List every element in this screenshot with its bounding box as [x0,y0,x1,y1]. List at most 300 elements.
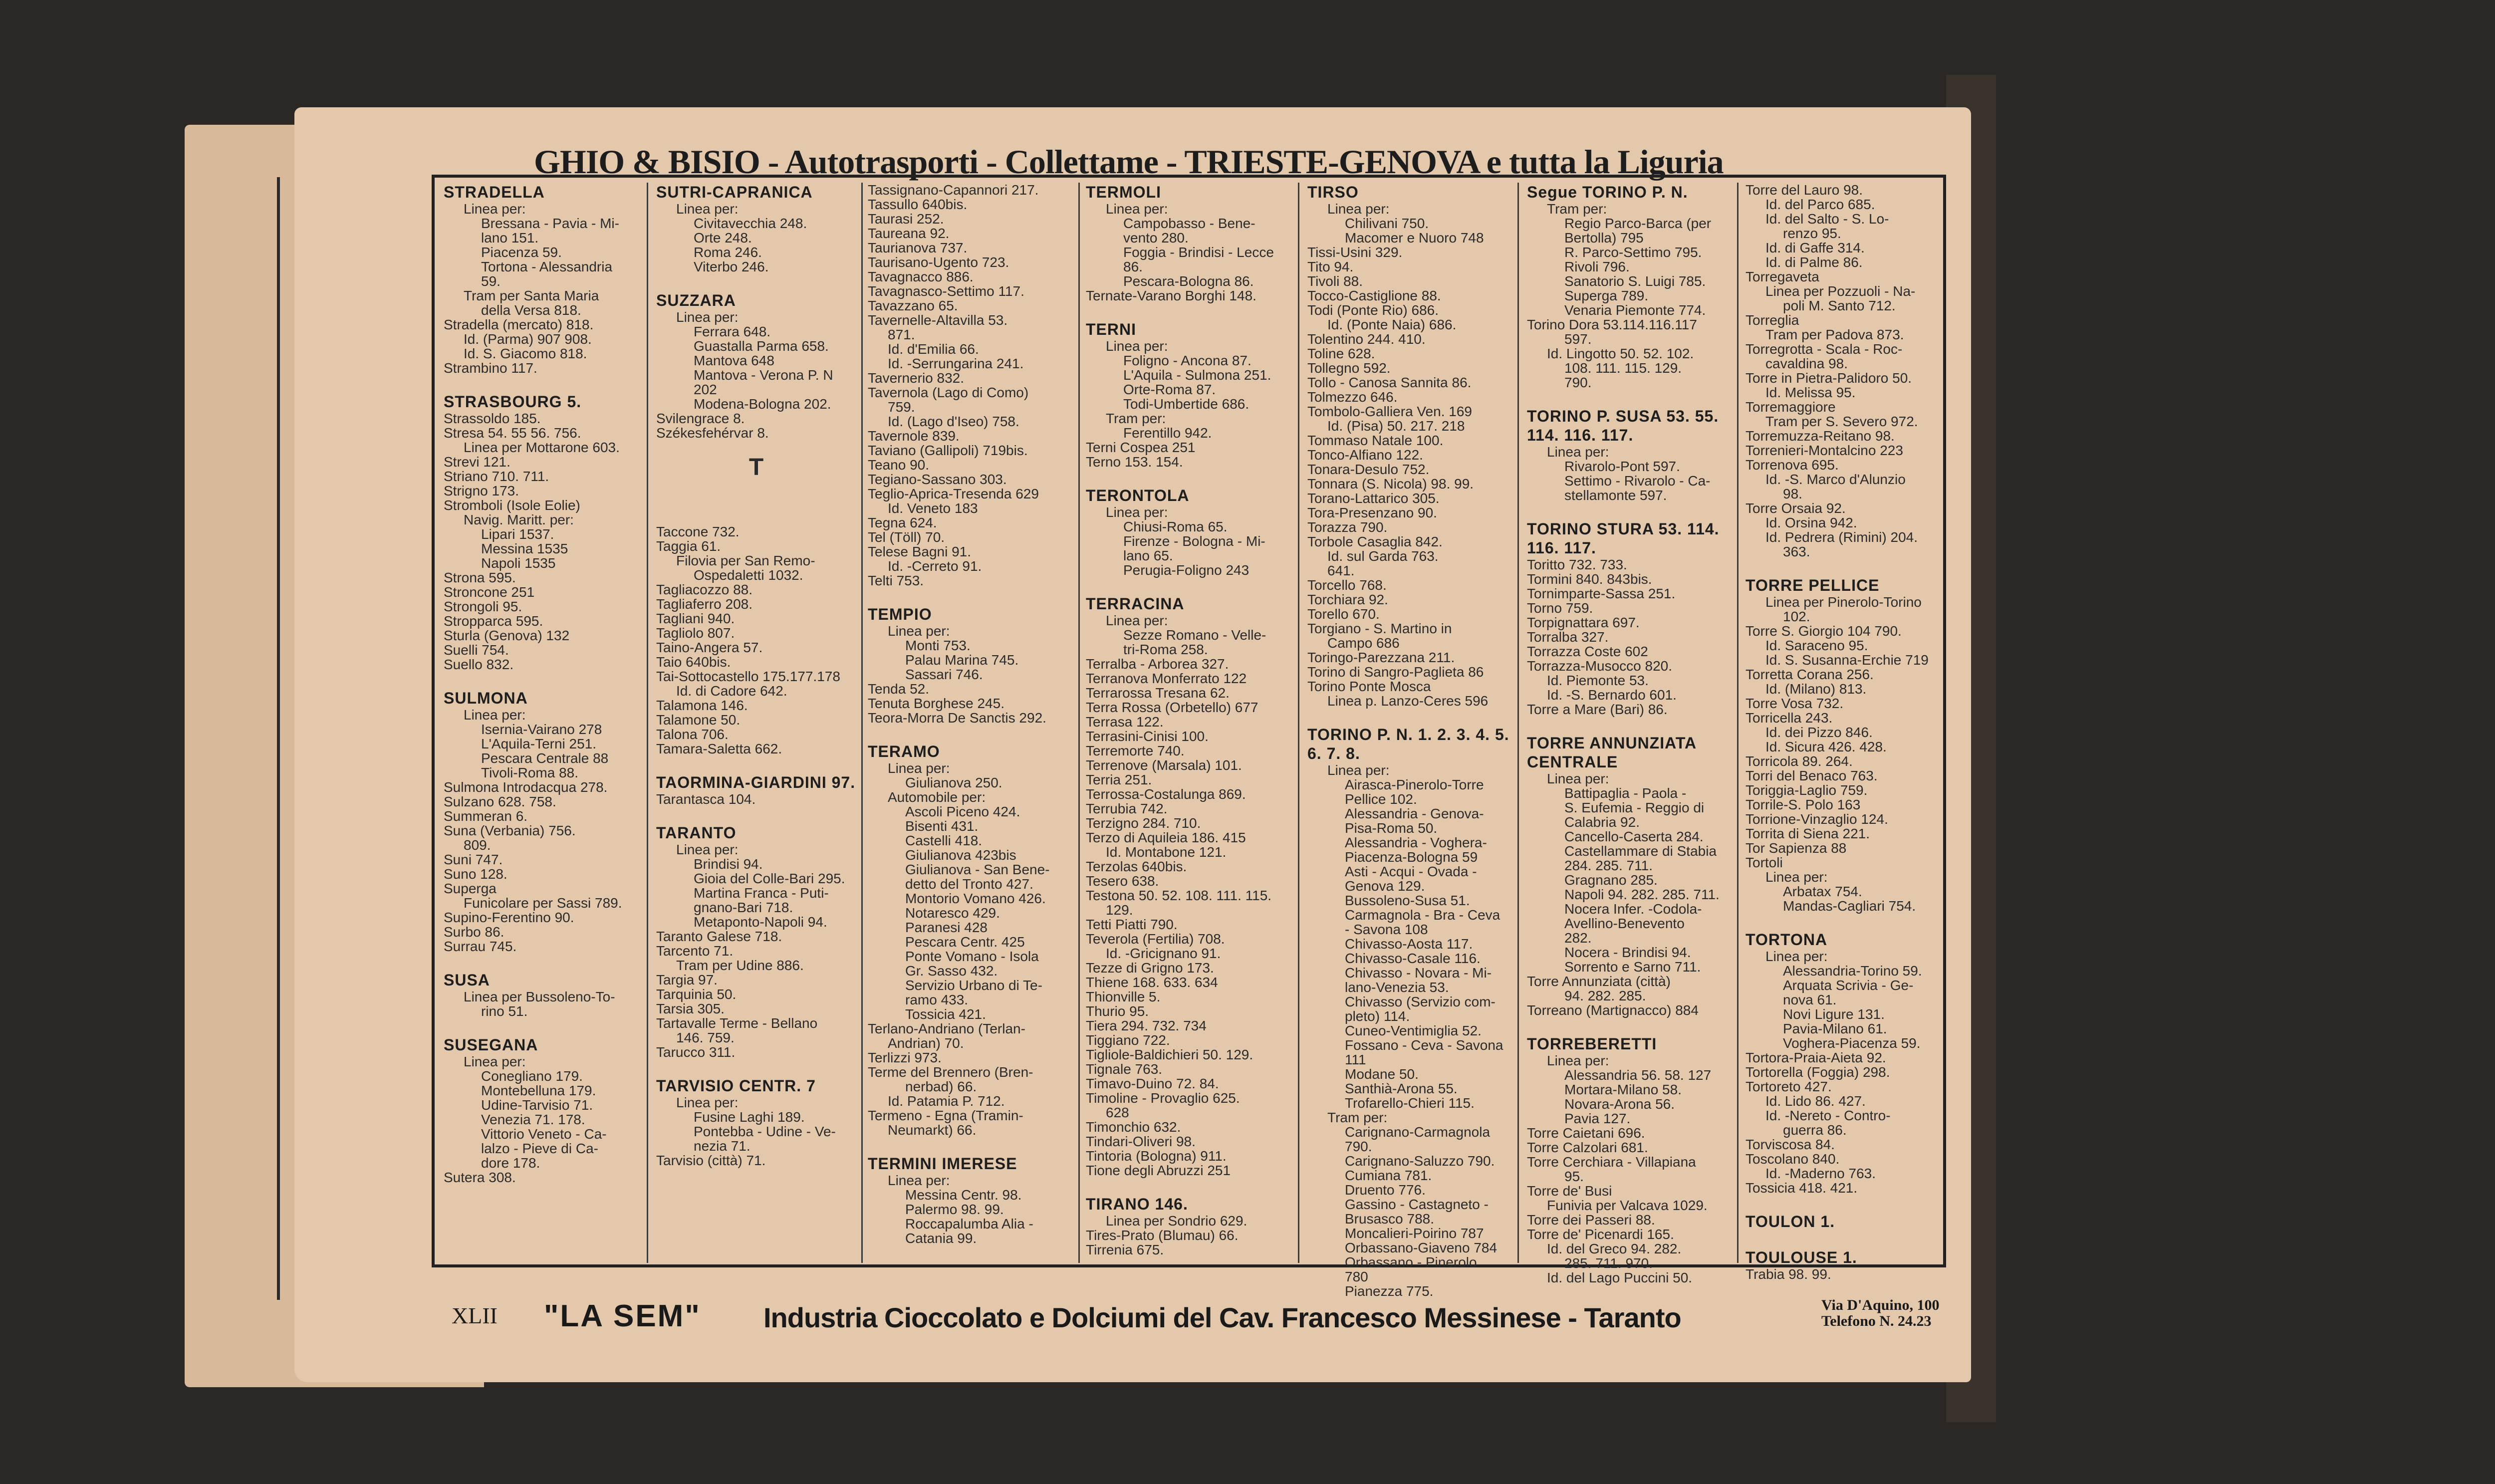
index-entry: Bussoleno-Susa 51. [1345,893,1470,908]
index-entry: Terme del Brennero (Bren- [868,1064,1033,1080]
index-entry: Tavernelle-Altavilla 53. [868,312,1008,328]
index-entry: Summeran 6. [444,808,528,824]
index-entry: Guastalla Parma 658. [694,338,829,354]
index-entry: Linea per: [1547,771,1609,786]
index-entry: Messina 1535 [481,541,568,556]
index-entry: Neumarkt) 66. [888,1122,977,1138]
index-entry: Genova 129. [1345,878,1425,894]
index-section [868,1154,1074,1245]
index-entry: Martina Franca - Puti- [694,885,829,901]
index-entry: Tione degli Abruzzi 251 [1086,1163,1231,1178]
index-entry: Tintoria (Bologna) 911. [1086,1148,1227,1164]
index-entry: 285. 711. 970. [1564,1255,1653,1271]
index-entry: Linea per: [464,201,526,217]
index-entry: Bressana - Pavia - Mi- [481,216,619,231]
section-heading: TEMPIO [868,605,932,623]
index-entry: Stroncone 251 [444,584,535,600]
index-entry: Toringo-Parezzana 211. [1307,650,1455,665]
index-entry: Linea p. Lanzo-Ceres 596 [1327,693,1489,709]
index-entry: Torre Calzolari 681. [1527,1140,1648,1155]
index-entry: Arbatax 754. [1783,884,1862,899]
index-entry: Torre in Pietra-Palidoro 50. [1746,370,1912,386]
section-heading: SUTRI-CAPRANICA [656,183,813,201]
index-entry: Sanatorio S. Luigi 785. [1564,273,1706,289]
index-entry: Cancello-Caserta 284. [1564,829,1704,844]
index-entry: guerra 86. [1783,1122,1847,1138]
index-entry: Linea per Bussoleno-To- [464,989,615,1004]
index-entry: Tram per Udine 886. [676,958,804,973]
index-section [1086,486,1293,577]
index-entry: Linea per: [1327,201,1390,217]
index-entry: Brindisi 94. [694,856,763,872]
index-entry: Regio Parco-Barca (per [1564,216,1712,231]
index-entry: Navig. Maritt. per: [464,512,574,527]
index-entry: Montorio Vomano 426. [905,891,1046,906]
index-entry: Tassignano-Capannori 217. [868,182,1039,198]
index-entry: Metaponto-Napoli 94. [694,914,827,930]
index-entry: Alessandria - Genova- [1345,806,1484,821]
index-entry: Terranova Monferrato 122 [1086,671,1247,686]
index-entry: Tonara-Desulo 752. [1307,462,1430,477]
index-entry: 102. [1783,609,1810,624]
index-entry: Sezze Romano - Velle- [1123,627,1266,643]
index-entry: Terralba - Arborea 327. [1086,656,1229,672]
index-section [444,392,640,672]
index-entry: Suello 832. [444,657,514,672]
section-heading: TARVISIO CENTR. 7 [656,1077,816,1095]
index-entry: Tiera 294. 732. 734 [1086,1018,1207,1033]
index-entry: Talamone 50. [656,712,741,728]
section-heading: SUSA [444,971,490,989]
index-entry: Terni Cospea 251 [1086,440,1196,455]
index-entry: Terlizzi 973. [868,1050,942,1065]
index-entry: Strigno 173. [444,483,519,498]
index-entry: Sassari 746. [905,667,983,682]
index-entry: 59. [481,273,500,289]
page-header-advert: GHIO & BISIO - Autotrasporti - Collettame - TRIESTE-GENOVA e tutta la Liguria [534,143,1724,181]
index-entry: Tavazzano 65. [868,298,958,313]
index-entry: 628 [1106,1105,1129,1120]
index-entry: Tortona - Alessandria [481,259,613,274]
index-entry: 86. [1123,259,1143,274]
index-entry: Torrita di Siena 221. [1746,826,1870,841]
index-entry: Id. (Pisa) 50. 217. 218 [1327,418,1465,434]
index-entry: Sulmona Introdacqua 278. [444,779,608,795]
index-entry: Teora-Morra De Sanctis 292. [868,710,1046,726]
index-entry: Ferentillo 942. [1123,425,1212,441]
index-entry: Tetti Piatti 790. [1086,917,1178,932]
footer-brand: "LA SEM" [544,1299,701,1333]
index-entry: Strongoli 95. [444,599,522,614]
index-entry: Id. -Maderno 763. [1765,1166,1876,1181]
index-section [1527,1034,1732,1285]
index-entry: Settimo - Rivarolo - Ca- [1564,473,1711,489]
index-entry: nova 61. [1783,992,1837,1007]
index-entry: Torrenieri-Montalcino 223 [1746,443,1903,458]
index-entry: lano 151. [481,230,539,246]
index-entry: Id. di Palme 86. [1765,254,1863,270]
index-entry: Voghera-Piacenza 59. [1783,1035,1921,1051]
index-entry: Id. sul Garda 763. [1327,548,1439,564]
index-entry: Mantova 648 [694,353,774,368]
index-entry: Torello 670. [1307,606,1380,622]
footer-advert-text: Industria Cioccolato e Dolciumi del Cav. Francesco Messinese - Taranto [763,1302,1681,1333]
index-entry: R. Parco-Settimo 795. [1564,245,1702,260]
index-entry: Torre S. Giorgio 104 790. [1746,623,1902,639]
index-entry: Terno 153. 154. [1086,454,1183,470]
index-entry: Tarcento 71. [656,943,734,959]
index-entry: Superga [444,881,497,896]
index-entry: Torino Ponte Mosca [1307,679,1431,694]
index-entry: Arquata Scrivia - Ge- [1783,978,1914,993]
index-entry: Tel (Töll) 70. [868,529,945,545]
index-entry: Timavo-Duino 72. 84. [1086,1076,1219,1091]
index-entry: Airasca-Pinerolo-Torre [1345,777,1484,792]
section-heading: TOULON 1. [1746,1213,1835,1231]
index-entry: Id. -Gricignano 91. [1106,946,1221,961]
index-entry: 129. [1106,902,1133,918]
index-entry: Id. Montabone 121. [1106,844,1227,860]
index-entry: Torre a Mare (Bari) 86. [1527,702,1668,717]
section-heading: TORRE PELLICE [1746,576,1880,594]
index-entry: Id. Veneto 183 [888,500,978,516]
index-entry: Tezze di Grigno 173. [1086,960,1214,976]
index-entry: Linea per: [1765,869,1828,885]
index-entry: 146. 759. [676,1030,735,1045]
index-entry: pleto) 114. [1345,1008,1410,1024]
index-entry: Paranesi 428 [905,920,988,935]
index-entry: Linea per: [1106,613,1168,628]
index-entry: Cuneo-Ventimiglia 52. [1345,1023,1482,1038]
index-entry: Torazza 790. [1307,519,1388,535]
index-entry: Tora-Presenzano 90. [1307,505,1437,520]
index-entry: Tossicia 418. 421. [1746,1180,1858,1196]
index-entry: Torri del Benaco 763. [1746,768,1878,783]
index-entry: Tavagnacco 886. [868,269,974,284]
index-entry: Tarucco 311. [656,1044,736,1060]
index-entry: 871. [888,327,915,342]
index-entry: Teverola (Fertilia) 708. [1086,931,1225,947]
index-entry: Taranto Galese 718. [656,929,782,944]
index-entry: Id. del Lago Puccini 50. [1547,1270,1693,1285]
index-entry: Id. Saraceno 95. [1765,638,1868,653]
index-entry: Id. -Cerreto 91. [888,558,982,574]
index-entry: Terrossa-Costalunga 869. [1086,786,1246,802]
index-entry: Novara-Arona 56. [1564,1096,1675,1112]
index-entry: Tolmezzo 646. [1307,389,1398,405]
index-entry: Venaria Piemonte 774. [1564,302,1706,318]
index-section [1527,734,1732,1017]
section-heading: TORREBERETTI [1527,1035,1657,1053]
section-heading: TERMOLI [1086,183,1161,201]
index-entry: Torcello 768. [1307,577,1387,593]
index-entry: Foggia - Brindisi - Lecce [1123,245,1274,260]
index-entry: stellamonte 597. [1564,488,1667,503]
page-number: XLII [452,1303,498,1328]
index-entry: Sulzano 628. 758. [444,794,556,809]
index-frame [432,175,1946,1299]
index-entry: Torre dei Passeri 88. [1527,1212,1655,1228]
index-entry: Id. (Ponte Naia) 686. [1327,317,1457,332]
index-entry: Terrarossa Tresana 62. [1086,685,1230,701]
index-entry: Telese Bagni 91. [868,544,972,559]
index-entry: Thurio 95. [1086,1003,1149,1019]
index-entry: Stromboli (Isole Eolie) [444,497,580,513]
index-entry: Timonchio 632. [1086,1119,1181,1135]
index-section [1746,576,1939,913]
index-entry: Terra Rossa (Orbetello) 677 [1086,700,1258,715]
index-entry: Udine-Tarvisio 71. [481,1097,593,1113]
index-entry: Id. Patamia P. 712. [888,1093,1005,1109]
index-section [656,183,856,274]
section-heading: Segue TORINO P. N. [1527,183,1688,201]
index-entry: Chilivani 750. [1345,216,1429,231]
index-entry: Rivoli 796. [1564,259,1630,274]
index-entry: Roccapalumba Alia - [905,1216,1033,1232]
index-entry: Sutera 308. [444,1170,516,1185]
index-entry: Tram per: [1106,411,1166,426]
index-entry: Tai-Sottocastello 175.177.178 [656,669,840,684]
index-entry: Id. -Nereto - Contro- [1765,1108,1891,1123]
index-entry: Tavagnasco-Settimo 117. [868,283,1024,299]
index-entry: rino 51. [481,1003,528,1019]
index-entry: Orte 248. [694,230,752,246]
index-entry: Torremuzza-Reitano 98. [1746,428,1895,444]
index-column-2 [647,183,861,1263]
index-entry: Pavia-Milano 61. [1783,1021,1887,1036]
index-entry: Giulianova - San Bene- [905,862,1050,877]
section-heading: TARANTO [656,824,737,842]
index-entry: Strassoldo 185. [444,411,541,426]
index-section [1086,1195,1293,1257]
index-entry: Tolentino 244. 410. [1307,331,1426,347]
index-entry: Torrenova 695. [1746,457,1839,473]
index-entry: Tegna 624. [868,515,937,530]
index-entry: Tagliacozzo 88. [656,582,753,597]
index-entry: Taggia 61. [656,538,721,554]
index-entry: Id. -S. Marco d'Alunzio [1765,472,1906,487]
index-entry: Linea per Mottarone 603. [464,440,620,455]
index-entry: Avellino-Benevento [1564,916,1685,931]
index-entry: della Versa 818. [481,302,581,318]
index-entry: Taccone 732. [656,524,740,539]
index-entry: Chivasso (Servizio com- [1345,994,1496,1009]
section-heading: TORINO STURA 53. 114. 116. 117. [1527,520,1720,557]
index-entry: Conegliano 179. [481,1068,583,1084]
index-entry: Taureana 92. [868,226,950,241]
index-entry: 759. [888,399,915,415]
index-column-5 [1298,183,1517,1299]
index-section [444,689,640,954]
index-entry: Todi-Umbertide 686. [1123,396,1249,412]
index-entry: Tivoli-Roma 88. [481,765,579,780]
index-entry: Alessandria 56. 58. 127 [1564,1067,1712,1083]
index-entry: Torpignattara 697. [1527,615,1640,630]
index-entry: Id. Piemonte 53. [1547,673,1649,688]
index-entry: Fossano - Ceva - Savona [1345,1037,1503,1053]
index-entry: Tindari-Oliveri 98. [1086,1134,1196,1149]
index-entry: Torrione-Vinzaglio 124. [1746,811,1888,827]
index-entry: Piacenza 59. [481,245,562,260]
index-entry: Tito 94. [1307,259,1354,274]
previous-page-rule [277,177,280,1300]
index-entry: Pescara-Bologna 86. [1123,273,1254,289]
index-section [1746,183,1939,559]
index-entry: Asti - Acqui - Ovada - [1345,864,1477,879]
index-entry: Montebelluna 179. [481,1083,596,1098]
index-entry: Id. Pedrera (Rimini) 204. [1765,529,1918,545]
index-entry: Pescara Centrale 88 [481,750,609,766]
index-entry: Gassino - Castagneto - [1345,1197,1489,1212]
index-entry: Id. -Serrungarina 241. [888,356,1024,371]
index-entry: Tortoli [1746,855,1783,870]
index-entry: Terria 251. [1086,772,1152,787]
index-entry: Palau Marina 745. [905,652,1019,668]
index-entry: Taviano (Gallipoli) 719bis. [868,443,1028,458]
index-entry: Torremaggiore [1746,399,1836,415]
index-section [656,773,856,806]
index-entry: Suno 128. [444,866,507,882]
index-entry: Linea per: [676,842,739,857]
index-entry: Sturla (Genova) 132 [444,628,570,643]
index-entry: Tram per Santa Maria [464,288,599,303]
section-heading: TERONTOLA [1086,487,1190,504]
index-entry: 108. 111. 115. 129. [1564,360,1682,376]
index-entry: Id. -S. Bernardo 601. [1547,687,1677,703]
index-section [444,971,640,1018]
index-section [656,291,856,440]
index-entry: Striano 710. 711. [444,469,549,484]
index-column-4 [1078,183,1298,1263]
index-entry: Id. (Parma) 907 908. [464,331,592,347]
index-entry: Linea per: [888,623,950,639]
index-entry: Suna (Verbania) 756. [444,823,576,838]
index-section [1746,1212,1939,1231]
index-entry: Sorrento e Sarno 711. [1564,959,1701,975]
index-entry: Battipaglia - Paola - [1564,785,1687,801]
index-entry: Torano-Lattarico 305. [1307,491,1440,506]
index-entry: Tegiano-Sassano 303. [868,472,1007,487]
index-entry: Timoline - Provaglio 625. [1086,1090,1240,1106]
index-entry: Id. (Milano) 813. [1765,681,1867,697]
index-entry: Id. S. Giacomo 818. [464,346,587,361]
index-entry: Linea per: [1547,1053,1609,1068]
index-entry: Ternate-Varano Borghi 148. [1086,288,1256,303]
index-column-6 [1517,183,1737,1285]
index-entry: Tissi-Usini 329. [1307,245,1403,260]
index-entry: Pontebba - Udine - Ve- [694,1124,836,1139]
index-entry: Lipari 1537. [481,526,554,542]
section-heading: SULMONA [444,689,528,707]
index-entry: Linea per: [1106,338,1168,354]
index-entry: Torre Vosa 732. [1746,696,1844,711]
index-entry: Torre de' Busi [1527,1183,1612,1199]
index-section [1527,183,1732,390]
index-entry: Castellammare di Stabia [1564,843,1717,859]
section-heading: TERAMO [868,742,940,760]
index-entry: Torre Cerchiara - Villapiana [1527,1154,1696,1170]
index-entry: Svilengrace 8. [656,411,745,426]
index-entry: Id. dei Pizzo 846. [1765,725,1873,740]
index-entry: 95. [1564,1169,1584,1184]
index-entry: Id. di Cadore 642. [676,683,787,699]
index-entry: Funivia per Valcava 1029. [1547,1198,1708,1213]
index-entry: 94. 282. 285. [1564,988,1646,1003]
index-entry: Strevi 121. [444,454,510,470]
index-entry: Automobile per: [888,789,986,805]
index-entry: Terrasini-Cinisi 100. [1086,729,1209,744]
index-entry: Strambino 117. [444,360,537,376]
index-entry: Carignano-Carmagnola [1345,1124,1491,1140]
index-entry: Chivasso-Casale 116. [1345,951,1481,966]
index-entry: Castelli 418. [905,833,983,848]
index-entry: Gragnano 285. [1564,872,1658,888]
section-heading: TORTONA [1746,931,1828,949]
index-entry: Linea per: [888,760,950,776]
index-entry: Terzolas 640bis. [1086,859,1187,874]
index-column-1 [435,183,647,1263]
index-entry: Surbo 86. [444,924,504,940]
index-entry: Id. del Greco 94. 282. [1547,1241,1682,1256]
index-entry: Torviscosa 84. [1746,1137,1835,1152]
index-entry: Toriggia-Laglio 759. [1746,782,1868,798]
index-entry: Mantova - Verona P. N [694,367,833,383]
index-entry: Tortorella (Foggia) 298. [1746,1064,1890,1080]
index-entry: Torrazza Coste 602 [1527,644,1648,659]
index-entry: Torregrotta - Scala - Roc- [1746,341,1903,357]
section-heading: TORRE ANNUNZIATA CENTRALE [1527,734,1696,771]
index-entry: Tamara-Saletta 662. [656,741,782,756]
index-entry: Linea per: [676,309,739,325]
index-entry: Supino-Ferentino 90. [444,910,574,925]
index-entry: Id. del Salto - S. Lo- [1765,211,1889,227]
footer-address-street: Via D'Aquino, 100 [1821,1297,1940,1313]
index-entry: detto del Tronto 427. [905,876,1033,892]
index-entry: Linea per Pinerolo-Torino [1765,594,1922,610]
index-section [1307,183,1512,708]
index-entry: Moncalieri-Poirino 787 [1345,1226,1484,1241]
index-entry: Mortara-Milano 58. [1564,1082,1682,1097]
section-heading: SUSEGANA [444,1036,538,1054]
index-entry: cavaldina 98. [1765,356,1848,371]
index-entry: Teglio-Aprica-Tresenda 629 [868,486,1039,501]
index-entry: - Savona 108 [1345,922,1428,937]
index-entry: Tor Sapienza 88 [1746,840,1847,856]
index-entry: Torralba 327. [1527,629,1609,645]
index-entry: Termeno - Egna (Tramin- [868,1108,1023,1123]
index-entry: Terrasa 122. [1086,714,1164,730]
section-heading: TERMINI IMERESE [868,1155,1017,1173]
index-entry: Linea per Sondrio 629. [1106,1213,1248,1229]
index-entry: Venezia 71. 178. [481,1112,585,1127]
index-section [656,524,856,756]
index-section [656,1076,856,1168]
index-entry: Linea per: [464,1054,526,1069]
index-entry: Pavia 127. [1564,1111,1631,1126]
index-entry: Linea per: [676,201,739,217]
index-entry: Id. Melissa 95. [1765,385,1856,400]
index-entry: Tignale 763. [1086,1061,1163,1077]
index-entry: Giulianova 250. [905,775,1002,790]
index-entry: Taurisano-Ugento 723. [868,254,1009,270]
index-entry: Terzo di Aquileia 186. 415 [1086,830,1246,845]
index-entry: Id. Lingotto 50. 52. 102. [1547,346,1694,361]
index-entry: Strona 595. [444,570,516,585]
index-entry: Rivarolo-Pont 597. [1564,459,1680,474]
index-entry: Suelli 754. [444,642,509,658]
section-heading: TERNI [1086,320,1136,338]
index-entry: Torre del Lauro 98. [1746,182,1863,198]
